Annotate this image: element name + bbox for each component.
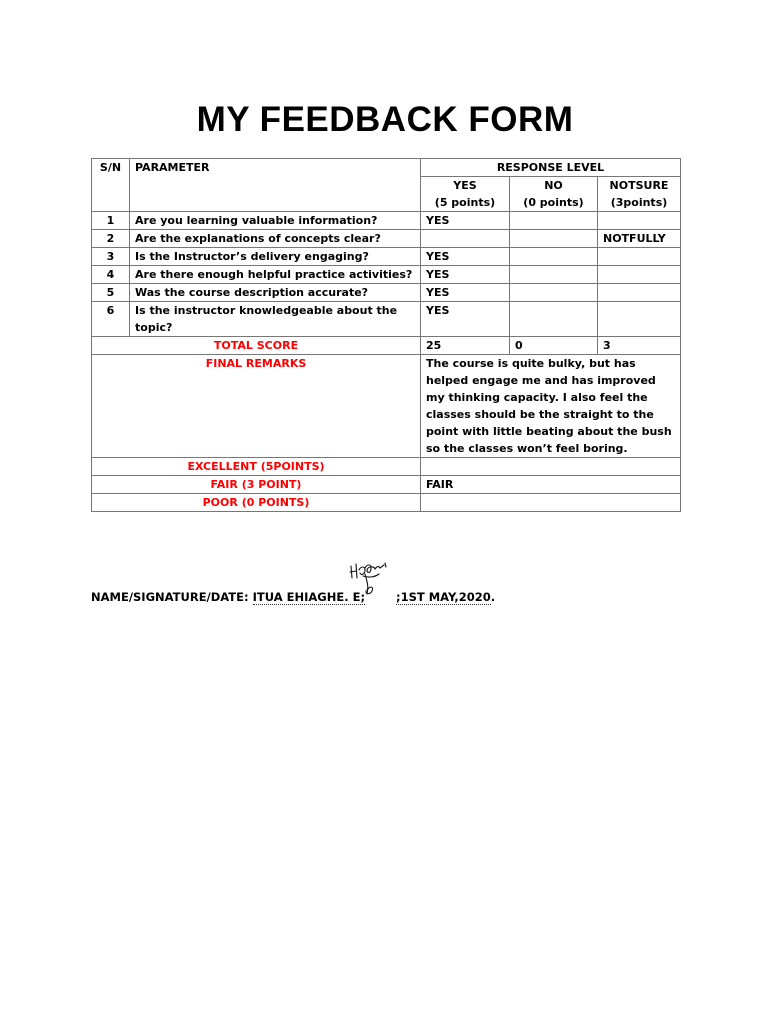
row-no <box>510 302 598 337</box>
final-remarks-row <box>92 355 681 458</box>
row-yes <box>421 230 510 248</box>
row-yes: YES <box>421 284 510 302</box>
row-notsure <box>598 212 681 230</box>
notsure-header: NOTSURE <box>598 177 681 195</box>
excellent-label: EXCELLENT (5POINTS) <box>92 458 421 476</box>
row-yes: YES <box>421 212 510 230</box>
excellent-value <box>421 458 681 476</box>
feedback-table <box>91 158 681 512</box>
sn-header: S/N <box>92 159 130 212</box>
table-row <box>92 212 681 230</box>
table-row <box>92 266 681 284</box>
yes-points: (5 points) <box>421 194 510 212</box>
row-sn: 5 <box>92 284 130 302</box>
row-notsure: NOTFULLY <box>598 230 681 248</box>
row-parameter: Is the instructor knowledgeable about the topic? <box>130 302 421 337</box>
table-row <box>92 284 681 302</box>
row-no <box>510 284 598 302</box>
table-row <box>92 248 681 266</box>
poor-value <box>421 494 681 512</box>
final-remarks-label: FINAL REMARKS <box>92 355 421 458</box>
date-value: ;1ST MAY,2020 <box>396 590 491 604</box>
excellent-row <box>92 458 681 476</box>
row-parameter: Are there enough helpful practice activities? <box>130 266 421 284</box>
row-no <box>510 212 598 230</box>
table-row <box>92 302 681 337</box>
row-notsure <box>598 302 681 337</box>
response-level-header: RESPONSE LEVEL <box>421 159 681 177</box>
table-row <box>92 230 681 248</box>
row-notsure <box>598 266 681 284</box>
total-score-label: TOTAL SCORE <box>92 337 421 355</box>
row-sn: 4 <box>92 266 130 284</box>
row-sn: 3 <box>92 248 130 266</box>
row-parameter: Is the Instructor’s delivery engaging? <box>130 248 421 266</box>
row-notsure <box>598 248 681 266</box>
row-no <box>510 248 598 266</box>
row-notsure <box>598 284 681 302</box>
row-parameter: Are you learning valuable information? <box>130 212 421 230</box>
yes-header: YES <box>421 177 510 195</box>
poor-label: POOR (0 POINTS) <box>92 494 421 512</box>
parameter-header: PARAMETER <box>130 159 421 212</box>
no-header: NO <box>510 177 598 195</box>
row-parameter: Are the explanations of concepts clear? <box>130 230 421 248</box>
row-yes: YES <box>421 302 510 337</box>
total-no: 0 <box>510 337 598 355</box>
row-no <box>510 266 598 284</box>
row-parameter: Was the course description accurate? <box>130 284 421 302</box>
row-sn: 2 <box>92 230 130 248</box>
row-no <box>510 230 598 248</box>
notsure-points: (3points) <box>598 194 681 212</box>
date-suffix: . <box>490 590 496 604</box>
page-title: MY FEEDBACK FORM <box>196 100 574 139</box>
row-sn: 6 <box>92 302 130 337</box>
total-score-row <box>92 337 681 355</box>
row-yes: YES <box>421 266 510 284</box>
row-sn: 1 <box>92 212 130 230</box>
poor-row <box>92 494 681 512</box>
total-notsure: 3 <box>598 337 681 355</box>
fair-row <box>92 476 681 494</box>
fair-label: FAIR (3 POINT) <box>92 476 421 494</box>
final-remarks-text: The course is quite bulky, but has helped engage me and has improved my thinking capacity. I also feel the classes should be the straight to the point with little beating about the bush so the classes won’t feel boring. <box>421 355 681 458</box>
header-row <box>92 159 681 177</box>
total-yes: 25 <box>421 337 510 355</box>
no-points: (0 points) <box>510 194 598 212</box>
row-yes: YES <box>421 248 510 266</box>
signature-date <box>396 590 495 604</box>
handwritten-signature <box>343 556 399 602</box>
signature-label: NAME/SIGNATURE/DATE: <box>91 590 249 604</box>
fair-value: FAIR <box>421 476 681 494</box>
signature-line <box>91 590 365 604</box>
signer-name: ITUA EHIAGHE. E; <box>252 590 366 604</box>
